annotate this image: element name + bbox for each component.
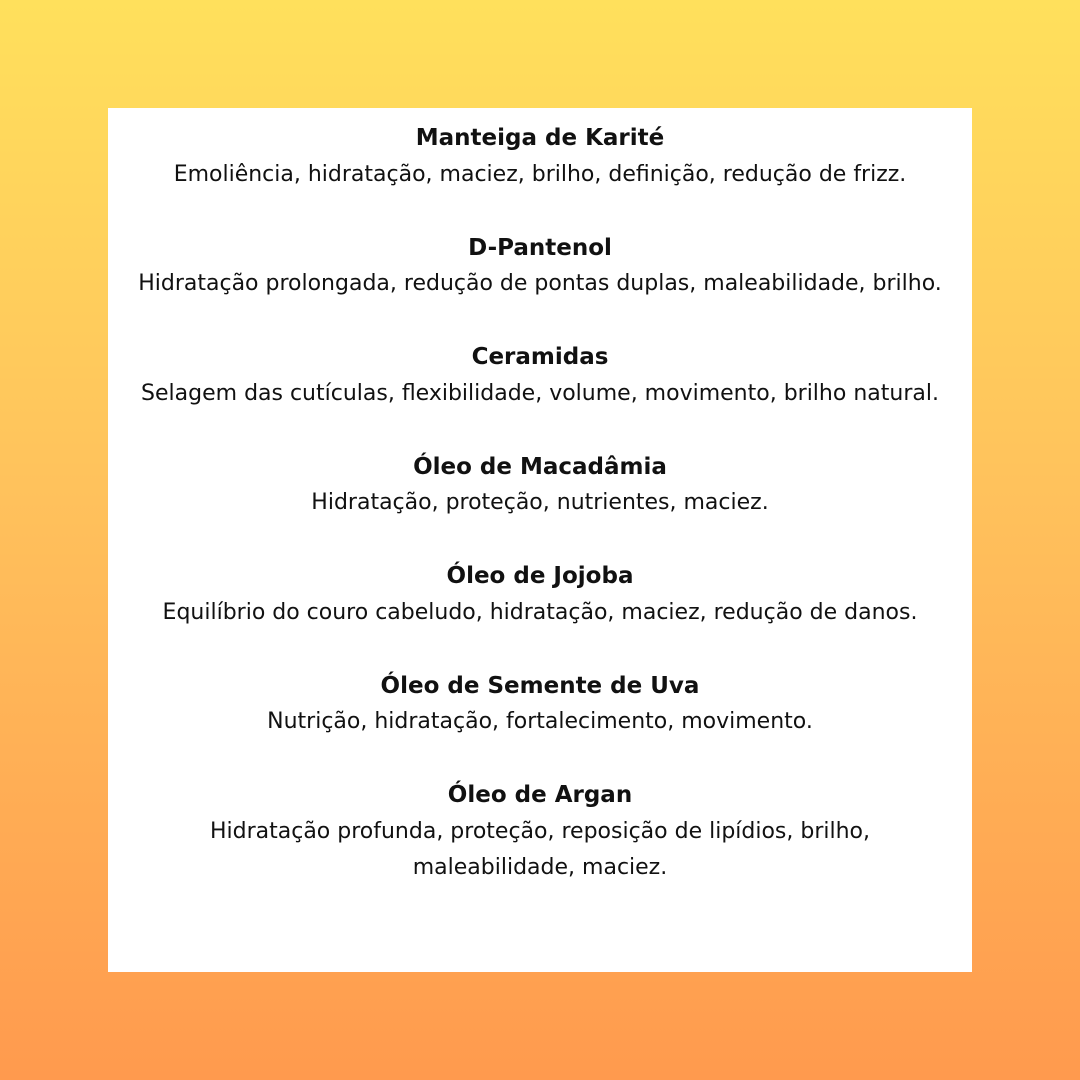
ingredient-name: Óleo de Semente de Uva <box>380 672 700 699</box>
ingredient-name: Manteiga de Karité <box>415 125 665 151</box>
ingredient-jojoba-oil <box>128 558 952 631</box>
ingredient-benefits: Emoliência, hidratação, maciez, brilho, definição, redução de frizz. <box>173 161 907 187</box>
ingredient-name: Óleo de Macadâmia <box>413 453 667 480</box>
ingredient-argan-oil <box>128 777 952 887</box>
ingredient-shea-butter <box>128 120 952 193</box>
ingredient-d-panthenol <box>128 230 952 303</box>
ingredient-benefits: Hidratação, proteção, nutrientes, maciez. <box>311 490 769 515</box>
ingredient-ceramides <box>128 339 952 412</box>
ingredient-name: Óleo de Argan <box>447 782 633 808</box>
ingredient-benefits: Hidratação prolongada, redução de pontas duplas, maleabilidade, brilho. <box>138 271 942 296</box>
ingredient-grape-seed-oil <box>128 668 952 741</box>
ingredient-benefits: Hidratação profunda, proteção, reposição de lipídios, brilho, maleabilidade, maciez. <box>209 818 871 880</box>
ingredient-name: D-Pantenol <box>468 234 612 261</box>
ingredient-benefits: Selagem das cutículas, flexibilidade, volume, movimento, brilho natural. <box>141 380 939 406</box>
ingredients-card <box>108 108 972 972</box>
ingredient-benefits: Nutrição, hidratação, fortalecimento, movimento. <box>267 709 813 734</box>
ingredient-macadamia-oil <box>128 449 952 522</box>
ingredient-benefits: Equilíbrio do couro cabeludo, hidratação, maciez, redução de danos. <box>162 599 918 625</box>
ingredient-name: Ceramidas <box>471 344 609 370</box>
ingredient-name: Óleo de Jojoba <box>446 563 634 589</box>
